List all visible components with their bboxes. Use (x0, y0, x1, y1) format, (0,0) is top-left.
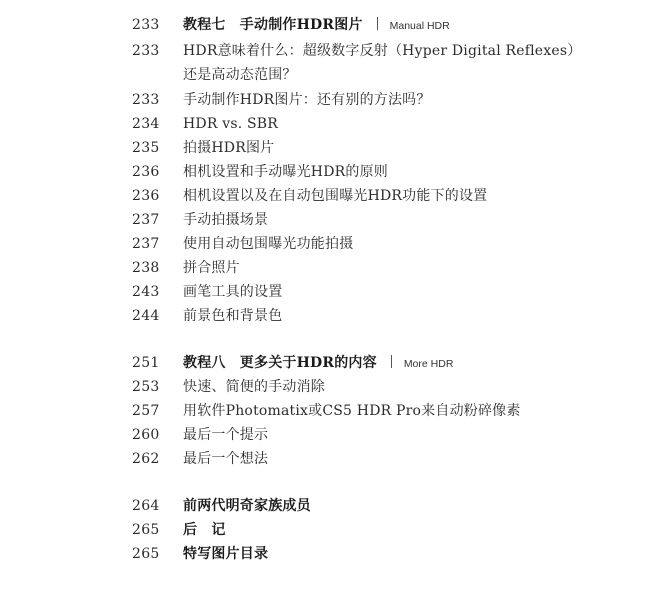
page-number: 234 (132, 116, 160, 132)
page-number: 233 (132, 17, 160, 33)
chapter-heading: 教程八 更多关于HDR的内容 More HDR (183, 355, 454, 371)
toc-entry[interactable] (0, 399, 650, 423)
section-heading: 后 记 (183, 522, 226, 538)
toc-entry[interactable] (0, 39, 650, 63)
page-number: 237 (132, 212, 160, 228)
chapter-heading: 教程七 手动制作HDR图片 Manual HDR (183, 17, 450, 33)
entry-title: 画笔工具的设置 (183, 284, 283, 300)
toc-entry[interactable] (0, 375, 650, 399)
toc-entry[interactable] (0, 13, 650, 37)
section-heading: 前两代明奇家族成员 (183, 498, 311, 514)
toc-entry[interactable] (0, 447, 650, 471)
toc-entry[interactable] (0, 494, 650, 518)
toc-entry[interactable] (0, 184, 650, 208)
toc-entry[interactable] (0, 88, 650, 112)
toc-entry[interactable] (0, 232, 650, 256)
entry-title: 相机设置以及在自动包围曝光HDR功能下的设置 (183, 188, 488, 204)
page-number: 264 (132, 498, 160, 514)
page-number: 262 (132, 451, 160, 467)
separator-bar (377, 17, 378, 30)
toc-entry[interactable] (0, 256, 650, 280)
entry-title: 最后一个提示 (183, 427, 269, 443)
page-number: 235 (132, 140, 160, 156)
toc-entry[interactable] (0, 280, 650, 304)
page-number: 257 (132, 403, 160, 419)
toc-entry[interactable] (0, 304, 650, 328)
section-heading: 特写图片目录 (183, 546, 269, 562)
page-number: 233 (132, 43, 160, 59)
toc-entry[interactable] (0, 208, 650, 232)
entry-title: 手动拍摄场景 (183, 212, 269, 228)
chapter-english-title: More HDR (403, 358, 454, 370)
toc-entry-continuation (0, 63, 650, 87)
entry-title: 使用自动包围曝光功能拍摄 (183, 236, 354, 252)
page-number: 233 (132, 92, 160, 108)
toc-entry[interactable] (0, 423, 650, 447)
page-number: 244 (132, 308, 160, 324)
entry-title: HDR vs. SBR (183, 116, 279, 132)
toc-entry[interactable] (0, 542, 650, 566)
entry-title: 手动制作HDR图片：还有别的方法吗？ (183, 92, 431, 108)
page-number: 265 (132, 522, 160, 538)
toc-entry[interactable] (0, 351, 650, 375)
page-number: 253 (132, 379, 160, 395)
toc-entry[interactable] (0, 518, 650, 542)
toc-entry[interactable] (0, 136, 650, 160)
toc-entry[interactable] (0, 112, 650, 136)
page-number: 238 (132, 260, 160, 276)
entry-title: 前景色和背景色 (183, 308, 283, 324)
toc-entry[interactable] (0, 160, 650, 184)
entry-title: 还是高动态范围？ (183, 67, 297, 83)
entry-title: HDR意味着什么：超级数字反射（Hyper Digital Reflexes） (183, 43, 582, 59)
page-number: 251 (132, 355, 160, 371)
entry-title: 拍摄HDR图片 (183, 140, 275, 156)
entry-title: 相机设置和手动曝光HDR的原则 (183, 164, 388, 180)
entry-title: 快速、简便的手动消除 (183, 379, 325, 395)
page-number: 236 (132, 188, 160, 204)
entry-title: 用软件Photomatix或CS5 HDR Pro来自动粉碎像素 (183, 403, 521, 419)
page-number: 236 (132, 164, 160, 180)
separator-bar (391, 355, 392, 368)
page-number: 243 (132, 284, 160, 300)
entry-title: 最后一个想法 (183, 451, 269, 467)
chapter-english-title: Manual HDR (389, 20, 450, 32)
page-number: 260 (132, 427, 160, 443)
entry-title: 拼合照片 (183, 260, 240, 276)
page-number: 265 (132, 546, 160, 562)
page-number: 237 (132, 236, 160, 252)
